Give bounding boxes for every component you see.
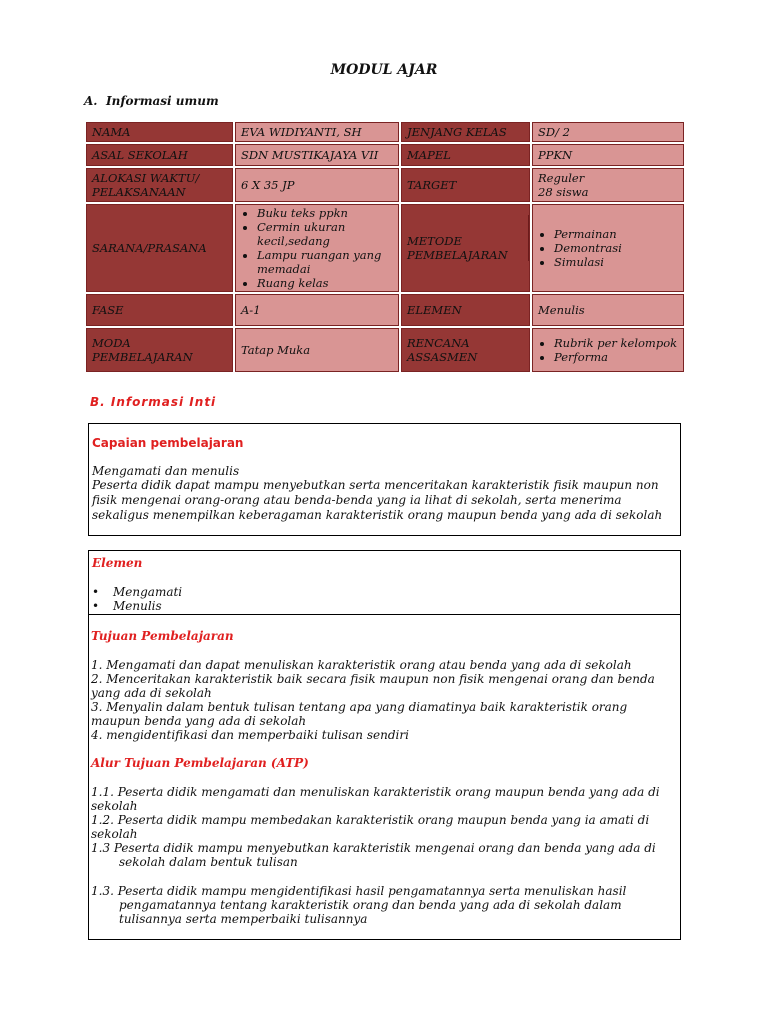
elemen-value: Menulis xyxy=(532,294,684,326)
list-item: • Rubrik per kelompok xyxy=(554,336,678,350)
jenjang-value: SD/ 2 xyxy=(532,122,684,142)
tujuan-item: 4. mengidentifikasi dan memperbaiki tulisan sendiri xyxy=(91,728,409,742)
section-a-label: Informasi umum xyxy=(106,94,219,108)
nama-label: NAMA xyxy=(86,122,233,142)
section-b-heading: B. Informasi Inti xyxy=(90,395,217,409)
tujuan-heading: Tujuan Pembelajaran xyxy=(91,629,234,643)
table-row xyxy=(86,144,684,166)
metode-list xyxy=(538,227,678,269)
sarana-list xyxy=(241,206,393,290)
metode-label xyxy=(401,204,530,292)
jenjang-label: JENJANG KELAS xyxy=(401,122,530,142)
tujuan-item: 1. Mengamati dan dapat menuliskan karakteristik orang atau benda yang ada di sekolah xyxy=(91,658,632,672)
target-value-line: 28 siswa xyxy=(538,185,589,199)
list-item: • Menulis xyxy=(92,599,182,613)
list-item: • Buku teks ppkn xyxy=(257,206,393,220)
atp-item: 1.3 Peserta didik mampu menyebutkan karakteristik mengenai orang dan benda yang ada di sekolah dalam bentuk tulisan xyxy=(91,841,656,869)
elemen-list xyxy=(92,585,182,613)
asal-value: SDN MUSTIKAJAYA VII xyxy=(235,144,399,166)
target-value xyxy=(532,168,684,202)
tujuan-item: 3. Menyalin dalam bentuk tulisan tentang apa yang diamatinya baik karakteristik orang maupun benda yang ada di sekolah xyxy=(91,700,628,728)
sarana-value xyxy=(235,204,399,292)
moda-value: Tatap Muka xyxy=(235,328,399,372)
list-item: • Permainan xyxy=(554,227,678,241)
table-row xyxy=(86,328,684,372)
list-item: • Ruang kelas xyxy=(257,276,393,290)
metode-label-line: METODE xyxy=(407,234,462,248)
document-title: MODUL AJAR xyxy=(330,62,438,78)
tujuan-item: 2. Menceritakan karakteristik baik secara fisik maupun non fisik mengenai orang dan benda yang ada di sekolah xyxy=(91,672,655,700)
table-row xyxy=(86,204,684,292)
atp-heading: Alur Tujuan Pembelajaran (ATP) xyxy=(91,756,309,770)
table-row xyxy=(86,168,684,202)
info-table xyxy=(84,120,686,374)
capaian-heading: Capaian pembelajaran xyxy=(92,436,244,450)
metode-label-line: PEMBELAJARAN xyxy=(407,248,508,262)
capaian-body: Peserta didik dapat mampu menyebutkan serta menceritakan karakteristik fisik maupun non fisik mengenai orang-orang atau benda-benda yang ia lihat di sekolah, serta menerima sekaligus menempilkan keberagaman karakteristik orang maupun benda yang ada di sekolah xyxy=(92,478,663,522)
elemen-label: ELEMEN xyxy=(401,294,530,326)
list-item: • Lampu ruangan yang memadai xyxy=(257,248,393,276)
alokasi-value: 6 X 35 JP xyxy=(235,168,399,202)
rencana-label-line: ASSASMEN xyxy=(407,350,478,364)
mapel-value: PPKN xyxy=(532,144,684,166)
fase-label: FASE xyxy=(86,294,233,326)
nama-value: EVA WIDIYANTI, SH xyxy=(235,122,399,142)
alokasi-label-line: PELAKSANAAN xyxy=(92,185,186,199)
rencana-value xyxy=(532,328,684,372)
target-label: TARGET xyxy=(401,168,530,202)
rencana-list xyxy=(538,336,678,364)
rencana-label xyxy=(401,328,530,372)
atp-item: 1.3. Peserta didik mampu mengidentifikasi hasil pengamatannya serta menuliskan hasil pengamatannya tentang karakteristik orang dan benda yang ada di sekolah dalam tulisannya serta memperbaiki tulisannya xyxy=(91,884,627,926)
elemen-box xyxy=(88,550,681,615)
target-value-line: Reguler xyxy=(538,171,585,185)
list-item: • Mengamati xyxy=(92,585,182,599)
list-item: • Simulasi xyxy=(554,255,678,269)
elemen-heading: Elemen xyxy=(92,556,143,570)
sarana-label: SARANA/PRASANA xyxy=(86,204,233,292)
list-item: • Cermin ukuran kecil,sedang xyxy=(257,220,393,248)
table-row xyxy=(86,122,684,142)
tujuan-box xyxy=(88,614,681,940)
section-a-heading xyxy=(84,94,219,108)
alokasi-label-line: ALOKASI WAKTU/ xyxy=(92,171,200,185)
section-a-number: A. xyxy=(84,94,98,108)
metode-value xyxy=(532,204,684,292)
fase-value: A-1 xyxy=(235,294,399,326)
moda-label: MODA PEMBELAJARAN xyxy=(86,328,233,372)
atp-item: 1.1. Peserta didik mengamati dan menuliskan karakteristik orang maupun benda yang ada di sekolah xyxy=(91,785,660,813)
list-item: • Demontrasi xyxy=(554,241,678,255)
rencana-label-line: RENCANA xyxy=(407,336,470,350)
table-row xyxy=(86,294,684,326)
alokasi-label xyxy=(86,168,233,202)
capaian-box xyxy=(88,423,681,536)
mapel-label: MAPEL xyxy=(401,144,530,166)
capaian-subtitle: Mengamati dan menulis xyxy=(92,464,240,478)
list-item: • Performa xyxy=(554,350,678,364)
atp-item: 1.2. Peserta didik mampu membedakan karakteristik orang maupun benda yang ia amati di sekolah xyxy=(91,813,650,841)
cell-divider xyxy=(528,215,529,261)
asal-label: ASAL SEKOLAH xyxy=(86,144,233,166)
